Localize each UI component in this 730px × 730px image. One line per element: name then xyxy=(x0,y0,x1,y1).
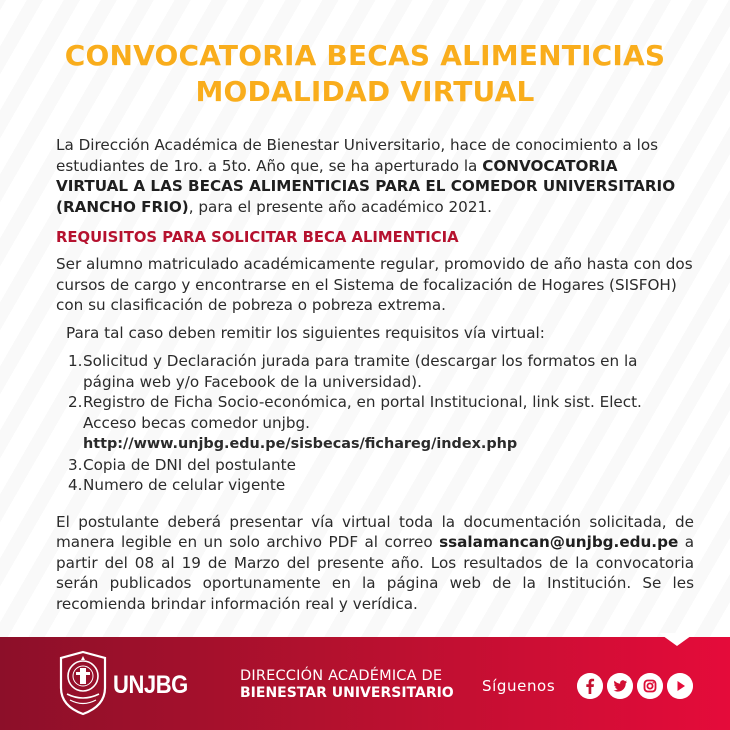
university-seal-icon xyxy=(57,650,109,716)
list-item-text-main: Registro de Ficha Socio-económica, en portal Institucional, link sist. Elect. Acceso becas comedor unjbg. xyxy=(83,393,642,432)
requirements-list xyxy=(56,351,694,496)
instagram-icon[interactable] xyxy=(637,673,663,699)
department-line-2: BIENESTAR UNIVERSITARIO xyxy=(240,685,454,701)
intro-text-1: La Dirección Académica de Bienestar Universitario, hace de conocimiento a los estudiantes de 1ro. a 5to. Año que, se ha aperturado la xyxy=(56,136,659,175)
announcement-body xyxy=(56,135,694,614)
fichareg-link[interactable]: http://www.unjbg.edu.pe/sisbecas/fichareg/index.php xyxy=(83,436,518,452)
list-item-number: 3. xyxy=(68,455,83,474)
list-item xyxy=(68,455,694,476)
intro-paragraph xyxy=(56,135,694,217)
requirements-heading: REQUISITOS PARA SOLICITAR BECA ALIMENTICIA xyxy=(56,229,459,246)
department-name xyxy=(240,668,454,702)
list-item-text: Numero de celular vigente xyxy=(83,476,286,494)
department-line-1: DIRECCIÓN ACADÉMICA DE xyxy=(240,668,443,684)
contact-email-link[interactable]: ssalamancan@unjbg.edu.pe xyxy=(439,533,679,551)
list-item-number: 1. xyxy=(68,352,83,370)
intro-highlight: CONVOCATORIA VIRTUAL A LAS BECAS ALIMENTICIAS PARA EL COMEDOR UNIVERSITARIO (RANCHO FRIO) xyxy=(56,156,676,216)
facebook-icon[interactable] xyxy=(577,673,603,699)
university-brand: UNJBG xyxy=(113,671,188,699)
follow-label: Síguenos xyxy=(482,677,556,695)
youtube-icon[interactable] xyxy=(667,673,693,699)
twitter-icon[interactable] xyxy=(607,673,633,699)
requirements-intro: Para tal caso deben remitir los siguientes requisitos vía virtual: xyxy=(66,323,545,342)
closing-paragraph xyxy=(56,512,694,615)
list-item-text xyxy=(83,392,694,455)
intro-text-2: , para el presente año académico 2021. xyxy=(188,197,492,216)
list-item xyxy=(68,351,694,392)
list-item-number: 4. xyxy=(68,476,83,494)
list-item-text: Solicitud y Declaración jurada para tramite (descargar los formatos en la página web y/o Facebook de la universidad). xyxy=(83,352,638,391)
closing-text-2: a partir del 08 al 19 de Marzo del presente año. Los resultados de la convocatoria serán publicados oportunamente en la página web de la Institución. Se les recomienda brindar información real y verídica. xyxy=(56,533,695,613)
closing-text-1: El postulante deberá presentar vía virtual toda la documentación solicitada, de manera legible en un solo archivo PDF al correo xyxy=(56,512,694,551)
title-line-2: MODALIDAD VIRTUAL xyxy=(195,75,535,108)
social-links xyxy=(577,673,693,699)
list-item-text: Copia de DNI del postulante xyxy=(83,455,296,474)
footer-notch xyxy=(659,633,695,646)
eligibility-paragraph: Ser alumno matriculado académicamente regular, promovido de año hasta con dos cursos de cargo y encontrarse en el Sistema de focalización de Hogares (SISFOH) con su clasificación de pobreza o pobreza extrema. xyxy=(56,255,693,314)
page-title xyxy=(0,38,730,110)
list-item-number: 2. xyxy=(68,393,83,411)
list-item xyxy=(68,475,694,496)
list-item xyxy=(68,392,694,455)
title-line-1: CONVOCATORIA BECAS ALIMENTICIAS xyxy=(64,39,666,72)
